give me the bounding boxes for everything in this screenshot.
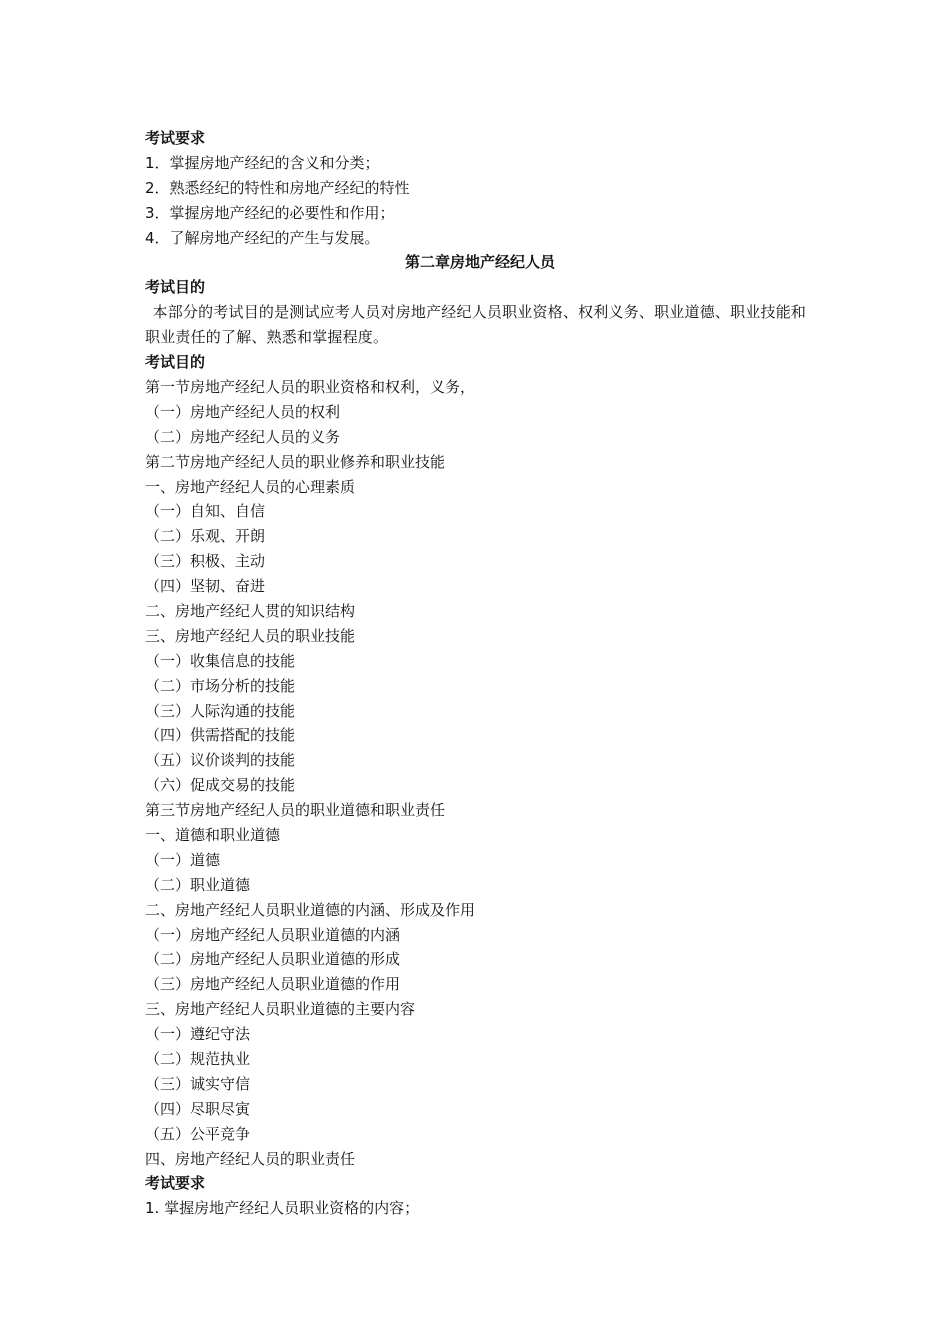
outline-item: （一）房地产经纪人员的权利	[145, 402, 341, 421]
list-item: 3．掌握房地产经纪的必要性和作用；	[145, 203, 395, 222]
section-heading: 考试要求	[145, 1174, 206, 1193]
outline-item: （二）乐观、开朗	[145, 527, 266, 546]
outline-item: 二、房地产经纪人贯的知识结构	[145, 601, 356, 620]
outline-item: （一）道德	[145, 850, 221, 869]
outline-item: （五）公平竞争	[145, 1124, 251, 1143]
outline-item: 第一节房地产经纪人员的职业资格和权利，义务，	[145, 377, 476, 396]
outline-item: 二、房地产经纪人员职业道德的内涵、形成及作用	[145, 900, 476, 919]
outline-item: （六）促成交易的技能	[145, 776, 296, 795]
outline-item: 四、房地产经纪人员的职业责任	[145, 1149, 356, 1168]
outline-item: （三）诚实守信	[145, 1074, 251, 1093]
outline-item: 三、房地产经纪人员职业道德的主要内容	[145, 1000, 416, 1019]
list-item: 1．掌握房地产经纪的含义和分类；	[145, 153, 380, 172]
outline-item: （一）房地产经纪人员职业道德的内涵	[145, 925, 401, 944]
outline-item: （四）坚韧、奋进	[145, 577, 266, 596]
outline-item: （一）自知、自信	[145, 502, 266, 521]
outline-item: （四）尽职尽寅	[145, 1099, 251, 1118]
section-heading: 考试目的	[145, 353, 206, 372]
outline-item: 一、道德和职业道德	[145, 825, 281, 844]
outline-item: 三、房地产经纪人员的职业技能	[145, 626, 356, 645]
outline-item: （一）遵纪守法	[145, 1025, 251, 1044]
section-heading: 考试要求	[145, 129, 206, 147]
outline-item: （二）房地产经纪人员的义务	[145, 427, 341, 446]
list-item: 4．了解房地产经纪的产生与发展。	[145, 228, 380, 247]
outline-item: （三）人际沟通的技能	[145, 701, 296, 720]
outline-item: （二）规范执业	[145, 1049, 251, 1068]
purpose-paragraph: 本部分的考试目的是测试应考人员对房地产经纪人员职业资格、权利义务、职业道德、职业技能和职业责任的了解、熟悉和掌握程度。	[145, 303, 807, 347]
outline-item: （二）市场分析的技能	[145, 676, 296, 695]
outline-list	[145, 375, 815, 1172]
requirements-list	[145, 151, 815, 251]
outline-item: （二）职业道德	[145, 875, 251, 894]
list-item: 1. 掌握房地产经纪人员职业资格的内容；	[145, 1199, 420, 1218]
outline-item: 第三节房地产经纪人员的职业道德和职业责任	[145, 801, 446, 820]
outline-item: （四）供需搭配的技能	[145, 726, 296, 745]
document-content	[145, 126, 815, 1221]
section-heading: 考试目的	[145, 278, 206, 297]
outline-item: （一）收集信息的技能	[145, 651, 296, 670]
outline-item: （三）积极、主动	[145, 552, 266, 571]
outline-item: （二）房地产经纪人员职业道德的形成	[145, 950, 401, 969]
outline-item: （三）房地产经纪人员职业道德的作用	[145, 975, 401, 994]
outline-item: 一、房地产经纪人员的心理素质	[145, 477, 356, 496]
chapter-title: 第二章房地产经纪人员	[404, 253, 555, 272]
outline-item: 第二节房地产经纪人员的职业修养和职业技能	[145, 452, 446, 471]
outline-item: （五）议价谈判的技能	[145, 751, 296, 770]
list-item: 2．熟悉经纪的特性和房地产经纪的特性	[145, 178, 410, 197]
